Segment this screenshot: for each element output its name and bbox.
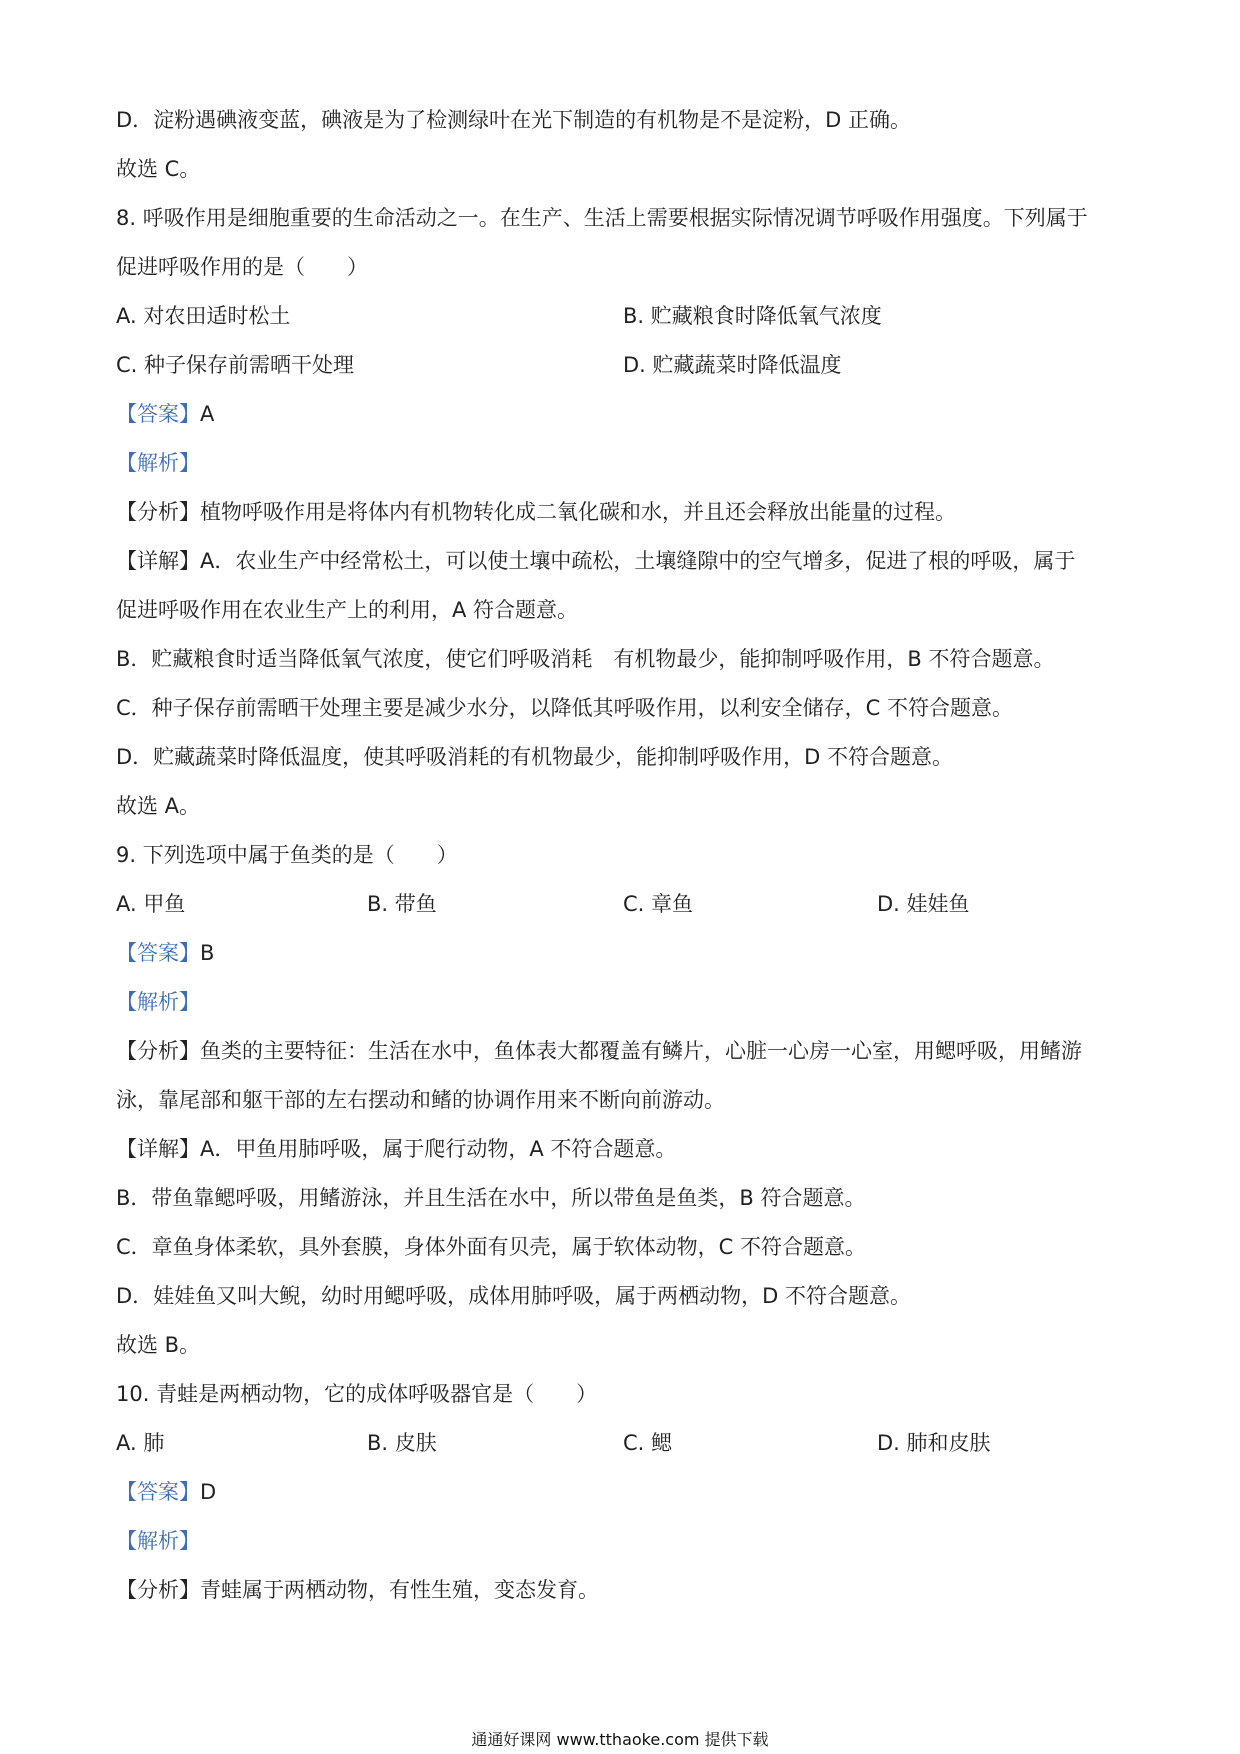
q8-detail-b: B．贮藏粮食时适当降低氧气浓度，使它们呼吸消耗 有机物最少，能抑制呼吸作用，B 不符合题意。 (116, 647, 1055, 671)
q9-choice: 故选 B。 (116, 1333, 201, 1357)
q9-stem: 9. 下列选项中属于鱼类的是（ ） (116, 843, 458, 867)
q9-answer (116, 929, 1216, 978)
q9-option-c: C. 章鱼 (623, 892, 694, 916)
q8-option-a: A. 对农田适时松土 (116, 304, 291, 328)
q10-options (116, 1419, 1216, 1468)
q8-option-d: D. 贮藏蔬菜时降低温度 (623, 353, 842, 377)
q9-fenxi (116, 1027, 1216, 1076)
q9-detail-a-text: A．甲鱼用肺呼吸，属于爬行动物，A 不符合题意。 (200, 1137, 677, 1161)
q10-fenxi (116, 1566, 1216, 1615)
q10-option-c: C. 鳃 (623, 1431, 673, 1455)
fenxi-label: 【分析】 (116, 1578, 200, 1602)
analysis-label: 【解析】 (116, 451, 200, 475)
q9-detail-a (116, 1125, 1216, 1174)
q10-option-a: A. 肺 (116, 1431, 165, 1455)
q10-stem: 10. 青蛙是两栖动物，它的成体呼吸器官是（ ） (116, 1382, 598, 1406)
q8-stem-line1: 8. 呼吸作用是细胞重要的生命活动之一。在生产、生活上需要根据实际情况调节呼吸作用强度。下列属于 (116, 206, 1088, 230)
q9-answer-value: B (200, 941, 215, 965)
q9-detail-d: D．娃娃鱼又叫大鲵，幼时用鳃呼吸，成体用肺呼吸，属于两栖动物，D 不符合题意。 (116, 1284, 912, 1308)
q10-option-d: D. 肺和皮肤 (877, 1431, 991, 1455)
q8-choice: 故选 A。 (116, 794, 201, 818)
q8-answer-value: A (200, 402, 215, 426)
q10-fenxi-text: 青蛙属于两栖动物，有性生殖，变态发育。 (200, 1578, 599, 1602)
answer-label: 【答案】 (116, 941, 200, 965)
q9-detail-c: C．章鱼身体柔软，具外套膜，身体外面有贝壳，属于软体动物，C 不符合题意。 (116, 1235, 866, 1259)
document-body (116, 96, 1216, 1615)
fenxi-label: 【分析】 (116, 1039, 200, 1063)
answer-label: 【答案】 (116, 402, 200, 426)
q10-answer-value: D (200, 1480, 217, 1504)
page-footer: 通通好课网 www.tthaoke.com 提供下载 (471, 1730, 769, 1749)
analysis-label: 【解析】 (116, 1529, 200, 1553)
q8-options-row1 (116, 292, 1216, 341)
q8-options-row2 (116, 341, 1216, 390)
q8-option-b: B. 贮藏粮食时降低氧气浓度 (623, 304, 882, 328)
q9-option-a: A. 甲鱼 (116, 892, 186, 916)
xiangjie-label: 【详解】 (116, 1137, 200, 1161)
q8-answer (116, 390, 1216, 439)
q9-option-b: B. 带鱼 (367, 892, 437, 916)
answer-label: 【答案】 (116, 1480, 200, 1504)
q8-fenxi (116, 488, 1216, 537)
q10-answer (116, 1468, 1216, 1517)
xiangjie-label: 【详解】 (116, 549, 200, 573)
q8-detail-d: D．贮藏蔬菜时降低温度，使其呼吸消耗的有机物最少，能抑制呼吸作用，D 不符合题意。 (116, 745, 954, 769)
q8-fenxi-text: 植物呼吸作用是将体内有机物转化成二氧化碳和水，并且还会释放出能量的过程。 (200, 500, 956, 524)
prev-choice: 故选 C。 (116, 157, 201, 181)
q8-analysis-heading (116, 439, 1216, 488)
analysis-label: 【解析】 (116, 990, 200, 1014)
q8-detail-a (116, 537, 1216, 586)
q8-detail-a-cont: 促进呼吸作用在农业生产上的利用，A 符合题意。 (116, 598, 579, 622)
q10-option-b: B. 皮肤 (367, 1431, 437, 1455)
q9-detail-b: B．带鱼靠鳃呼吸，用鳍游泳，并且生活在水中，所以带鱼是鱼类，B 符合题意。 (116, 1186, 866, 1210)
prev-detail-d: D．淀粉遇碘液变蓝，碘液是为了检测绿叶在光下制造的有机物是不是淀粉，D 正确。 (116, 108, 912, 132)
q9-options (116, 880, 1216, 929)
q9-analysis-heading (116, 978, 1216, 1027)
q8-detail-c: C．种子保存前需晒干处理主要是减少水分，以降低其呼吸作用，以利安全储存，C 不符合题意。 (116, 696, 1013, 720)
q8-detail-a-text: A．农业生产中经常松土，可以使土壤中疏松，土壤缝隙中的空气增多，促进了根的呼吸，属于 (200, 549, 1076, 573)
q10-analysis-heading (116, 1517, 1216, 1566)
q8-stem-line2: 促进呼吸作用的是（ ） (116, 255, 368, 279)
q9-fenxi-cont: 泳，靠尾部和躯干部的左右摆动和鳍的协调作用来不断向前游动。 (116, 1088, 725, 1112)
q9-fenxi-text: 鱼类的主要特征：生活在水中，鱼体表大都覆盖有鳞片，心脏一心房一心室，用鳃呼吸，用鳍游 (200, 1039, 1082, 1063)
q9-option-d: D. 娃娃鱼 (877, 892, 970, 916)
fenxi-label: 【分析】 (116, 500, 200, 524)
q8-option-c: C. 种子保存前需晒干处理 (116, 353, 355, 377)
